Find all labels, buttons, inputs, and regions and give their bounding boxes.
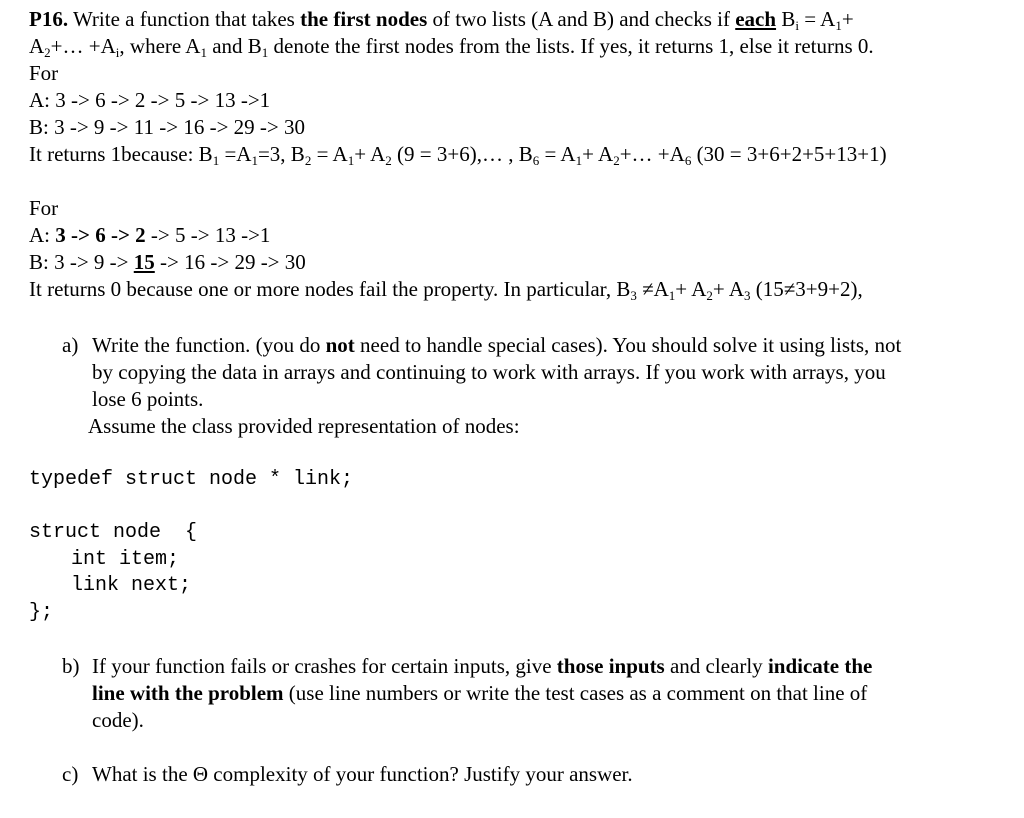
bold-underline-each: each	[735, 7, 777, 31]
part-b-line-2: line with the problem (use line numbers or write the test cases as a comment on that line of	[92, 681, 868, 705]
part-a-assume: Assume the class provided representation of nodes:	[88, 414, 520, 438]
part-a-line-2: by copying the data in arrays and continuing to work with arrays. If you work with arrays, you	[92, 360, 886, 384]
part-a-line-3: lose 6 points.	[92, 387, 204, 411]
code-field-next: link next;	[71, 574, 192, 597]
example1-for-label: For	[29, 61, 59, 85]
example1-list-b: B: 3 -> 9 -> 11 -> 16 -> 29 -> 30	[29, 115, 305, 139]
part-b-label: b)	[62, 654, 80, 678]
example2-list-a: A: 3 -> 6 -> 2 -> 5 -> 13 ->1	[29, 223, 271, 247]
example1-returns: It returns 1because: $B_1 =A_1=3$, $B_2 = A_1+ A_2$ (9 = 3+6),… , $B_6 = A_1+$ $A_2+\dots +A_6$ (30 = 3+6+2+5+13+1)	[29, 142, 887, 168]
code-struct-close: };	[29, 601, 54, 624]
example2-b-failing-node: 15	[133, 250, 155, 274]
example1-list-a: A: 3 -> 6 -> 2 -> 5 -> 13 ->1	[29, 88, 271, 112]
example2-a-bold-nodes: 3 -> 6 -> 2	[55, 223, 146, 247]
part-b-bold-line-problem: line with the problem	[92, 681, 284, 705]
part-b-line-1: If your function fails or crashes for certain inputs, give those inputs and clearly indicate the	[92, 654, 873, 678]
code-typedef: typedef struct node * link;	[29, 468, 354, 491]
part-c-text: What is the Θ complexity of your function? Justify your answer.	[92, 762, 633, 786]
part-a-label: a)	[62, 333, 79, 357]
part-a-line-1: Write the function. (you do not need to handle special cases). You should solve it using lists, not	[92, 333, 902, 357]
part-c-label: c)	[62, 762, 79, 786]
part-a-bold-not: not	[325, 333, 355, 357]
bold-first-nodes: the first nodes	[300, 7, 428, 31]
example2-for-label: For	[29, 196, 59, 220]
intro-line-1: P16. Write a function that takes the first nodes of two lists (A and B) and checks if each $B_i = A_1+$	[29, 7, 854, 33]
code-field-item: int item;	[71, 548, 180, 571]
example2-returns: It returns 0 because one or more nodes fail the property. In particular, $B_3 \ne A_1+ A_2+ A_3$ (15≠3+9+2),	[29, 277, 863, 303]
problem-id: P16.	[29, 7, 69, 31]
intro-line-2: $A_2+\dots +A_i$, where $A_1$ and $B_1$ denote the first nodes from the lists. If yes, it returns 1, else it returns 0.	[29, 34, 874, 60]
example2-list-b: B: 3 -> 9 -> 15 -> 16 -> 29 -> 30	[29, 250, 306, 274]
part-b-bold-indicate: indicate the	[767, 654, 873, 678]
part-b-bold-those-inputs: those inputs	[556, 654, 665, 678]
part-b-line-3: code).	[92, 708, 144, 732]
code-struct-open: struct node {	[29, 521, 198, 544]
